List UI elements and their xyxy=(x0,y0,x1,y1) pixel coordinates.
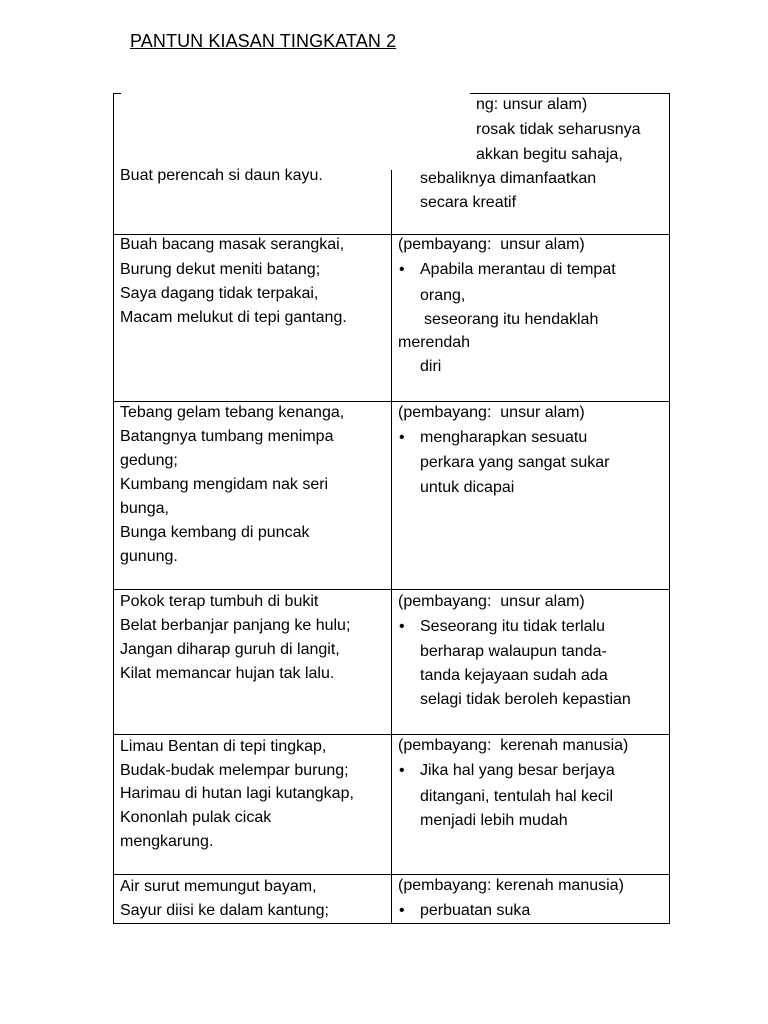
pantun-line: Belat berbanjar panjang ke hulu; xyxy=(120,617,351,634)
pantun-line: Buat perencah si daun kayu. xyxy=(120,167,323,184)
pantun-line: Saya dagang tidak terpakai, xyxy=(120,285,319,302)
maksud-line: Apabila merantau di tempat xyxy=(420,261,616,278)
pantun-line: Kumbang mengidam nak seri xyxy=(120,476,329,493)
pantun-line: Tebang gelam tebang kenanga, xyxy=(120,404,345,421)
pantun-line: Harimau di hutan lagi kutangkap, xyxy=(120,785,354,802)
pantun-line: Batangnya tumbang menimpa xyxy=(120,428,334,445)
bullet-icon: • xyxy=(399,618,405,635)
maksud-line: orang, xyxy=(420,287,466,304)
maksud-line: ditangani, tentulah hal kecil xyxy=(420,788,614,805)
maksud-line: rosak tidak seharusnya xyxy=(476,121,641,138)
pembayang-label: (pembayang: kerenah manusia) xyxy=(398,737,629,754)
bullet-icon: • xyxy=(399,762,405,779)
pantun-line: Macam melukut di tepi gantang. xyxy=(120,309,347,326)
table-divider-middle xyxy=(391,170,392,924)
pembayang-label: (pembayang: unsur alam) xyxy=(398,404,585,421)
maksud-line: sebaliknya dimanfaatkan xyxy=(420,170,597,187)
maksud-line: menjadi lebih mudah xyxy=(420,812,568,829)
maksud-line: secara kreatif xyxy=(420,194,517,211)
pantun-line: Budak-budak melempar burung; xyxy=(120,762,349,779)
maksud-line: akkan begitu sahaja, xyxy=(476,146,623,163)
maksud-line: perkara yang sangat sukar xyxy=(420,454,610,471)
table-border-left xyxy=(113,93,114,924)
table-border-right xyxy=(669,93,670,924)
maksud-line: perbuatan suka xyxy=(420,902,531,919)
pantun-line: Buah bacang masak serangkai, xyxy=(120,236,345,253)
pembayang-label: (pembayang: unsur alam) xyxy=(398,236,585,253)
pantun-line: Sayur diisi ke dalam kantung; xyxy=(120,902,329,919)
maksud-line: mengharapkan sesuatu xyxy=(420,429,588,446)
pembayang-label: (pembayang: kerenah manusia) xyxy=(398,877,624,894)
pantun-line: gedung; xyxy=(120,452,178,469)
maksud-line: tanda kejayaan sudah ada xyxy=(420,667,608,684)
maksud-line: ng: unsur alam) xyxy=(476,96,588,113)
bullet-icon: • xyxy=(399,902,405,919)
pantun-line: Pokok terap tumbuh di bukit xyxy=(120,593,319,610)
pantun-line: bunga, xyxy=(120,500,169,517)
bullet-icon: • xyxy=(399,429,405,446)
maksud-line: Jika hal yang besar berjaya xyxy=(420,762,615,779)
pembayang-label: (pembayang: unsur alam) xyxy=(398,593,585,610)
table-corner-stub xyxy=(113,93,121,94)
pantun-line: Kononlah pulak cicak xyxy=(120,809,272,826)
maksud-line: untuk dicapai xyxy=(420,479,515,496)
pantun-line: gunung. xyxy=(120,548,178,565)
maksud-line: seseorang itu hendaklah xyxy=(424,311,599,328)
pantun-line: Kilat memancar hujan tak lalu. xyxy=(120,665,335,682)
pantun-line: Burung dekut meniti batang; xyxy=(120,261,321,278)
pantun-line: Limau Bentan di tepi tingkap, xyxy=(120,738,327,755)
bullet-icon: • xyxy=(399,261,405,278)
pantun-line: Air surut memungut bayam, xyxy=(120,878,317,895)
pantun-line: Jangan diharap guruh di langit, xyxy=(120,641,340,658)
maksud-line: merendah xyxy=(398,334,471,351)
pantun-line: Bunga kembang di puncak xyxy=(120,524,310,541)
maksud-line: selagi tidak beroleh kepastian xyxy=(420,691,631,708)
maksud-line: diri xyxy=(420,358,442,375)
maksud-line: berharap walaupun tanda- xyxy=(420,643,607,660)
maksud-line: Seseorang itu tidak terlalu xyxy=(420,618,605,635)
page-title: PANTUN KIASAN TINGKATAN 2 xyxy=(130,31,397,51)
pantun-line: mengkarung. xyxy=(120,833,214,850)
